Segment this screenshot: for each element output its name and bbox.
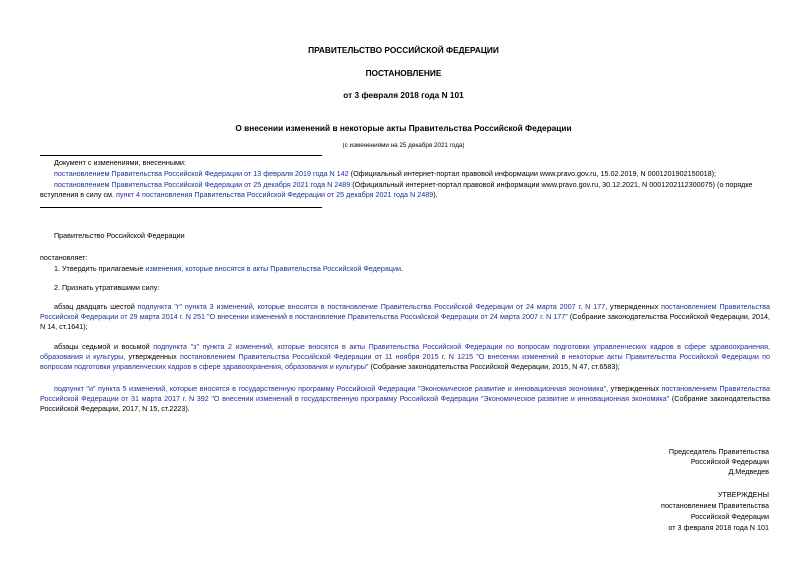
repealed-item-1-link-2[interactable]: постановлением Правительства Российской Федерации от 29 марта 2014 г. N 251 "О внесении изменений в постановление Правительства Российской Федерации от 24 марта 2007 г. N 177" xyxy=(40,302,770,321)
approval-line-3: Российской Федерации xyxy=(690,512,769,522)
document-title: О внесении изменений в некоторые акты Правительства Российской Федерации xyxy=(235,123,572,133)
government-line: Правительство Российской Федерации xyxy=(54,231,185,240)
paragraph-2: 2. Признать утратившими силу: xyxy=(54,283,160,292)
amendment-link-2[interactable]: постановлением Правительства Российской Федерации от 25 декабря 2021 года N 2489 xyxy=(54,180,351,189)
signature-org: Российской Федерации xyxy=(690,456,769,466)
signature-title: Председатель Правительства xyxy=(668,447,769,456)
approval-line-2: постановлением Правительства xyxy=(661,501,769,511)
date-number-heading: от 3 февраля 2018 года N 101 xyxy=(343,90,464,100)
amendment-item-2: постановлением Правительства Российской Федерации от 25 декабря 2021 года N 2489 (Официальный интернет-портал правовой информации www.pravo.gov.ru, 30.12.2021, N 0001202112300075) (о порядке вступления в силу см. пункт 4 постановления Правительства Российской Федерации от 25 декабря 2021 года N 2489). xyxy=(40,180,753,199)
paragraph-1: 1. Утвердить прилагаемые изменения, которые вносятся в акты Правительства Российской Федерации. xyxy=(54,264,403,273)
approval-line-4: от 3 февраля 2018 года N 101 xyxy=(668,523,769,533)
amendments-intro: Документ с изменениями, внесенными: xyxy=(54,158,186,167)
approved-changes-link[interactable]: изменения, которые вносятся в акты Правительства Российской Федерации xyxy=(145,264,401,273)
signature-block xyxy=(669,447,769,477)
doc-type-heading: ПОСТАНОВЛЕНИЕ xyxy=(365,68,442,78)
repealed-item-3-link-1[interactable]: подпункт "и" пункта 5 изменений, которые вносятся в государственную программу Российской Федерации "Экономическое развитие и инновационная экономика" xyxy=(54,384,607,393)
repealed-item-3: подпункт "и" пункта 5 изменений, которые вносятся в государственную программу Российской Федерации "Экономическое развитие и инновационная экономика", утвержденных постановлением Правительства Российской Федерации от 31 марта 2017 г. N 392 "О внесении изменений в государственную программу Российской Федерации "Экономическое развитие и инновационная экономика" (Собрание законодательства Российской Федерации, 2017, N 15, ст.2223). xyxy=(40,384,770,413)
approval-heading: УТВЕРЖДЕНЫ xyxy=(717,490,769,499)
signature-name: Д.Медведев xyxy=(728,466,769,476)
repealed-item-3-link-2[interactable]: постановлением Правительства Российской Федерации от 31 марта 2017 г. N 392 "О внесении изменений в государственную программу Российской Федерации "Экономическое развитие и инновационная экономика" xyxy=(40,384,770,403)
amendment-link-1[interactable]: постановлением Правительства Российской Федерации от 13 февраля 2019 года N 142 xyxy=(54,169,349,178)
resolves-line: постановляет: xyxy=(40,253,88,262)
repealed-item-2: абзацы седьмой и восьмой подпункта "з" пункта 2 изменений, которые вносятся в акты Правительства Российской Федерации по вопросам подготовки управленческих кадров в сфере здравоохранения, образования и культуры, утвержденных постановлением Правительства Российской Федерации от 11 ноября 2015 г. N 1215 "О внесении изменений в некоторые акты Правительства Российской Федерации по вопросам подготовки управленческих кадров в сфере здравоохранения, образования и культуры" (Собрание законодательства Российской Федерации, 2015, N 47, ст.6583); xyxy=(40,342,770,371)
divider-bottom xyxy=(40,207,322,208)
repealed-item-2-link-2[interactable]: постановлением Правительства Российской Федерации от 11 ноября 2015 г. N 1215 "О внесении изменений в некоторые акты Правительства Российской Федерации по вопросам подготовки управленческих кадров в сфере здравоохранения, образования и культуры" xyxy=(40,351,770,371)
approval-block xyxy=(661,489,769,534)
divider-top xyxy=(40,155,322,156)
revision-note: (с изменениями на 25 декабря 2021 года) xyxy=(342,142,465,149)
amendment-link-3[interactable]: пункт 4 постановления Правительства Российской Федерации от 25 декабря 2021 года N 2489 xyxy=(116,189,434,199)
repealed-item-1: абзац двадцать шестой подпункта "г" пункта 3 изменений, которые вносятся в постановление Правительства Российской Федерации от 24 марта 2007 г. N 177, утвержденных постановлением Правительства Российской Федерации от 29 марта 2014 г. N 251 "О внесении изменений в постановление Правительства Российской Федерации от 24 марта 2007 г. N 177" (Собрание законодательства Российской Федерации, 2014, N 14, ст.1641); xyxy=(40,302,771,331)
amendment-item-1: постановлением Правительства Российской Федерации от 13 февраля 2019 года N 142 (Официальный интернет-портал правовой информации www.pravo.gov.ru, 15.02.2019, N 0001201902150018); xyxy=(54,169,716,178)
repealed-item-1-link-1[interactable]: подпункта "г" пункта 3 изменений, которые вносятся в постановление Правительства Российской Федерации от 24 марта 2007 г. N 177 xyxy=(137,302,606,311)
repealed-item-2-link-1[interactable]: подпункта "з" пункта 2 изменений, которые вносятся в акты Правительства Российской Федерации по вопросам подготовки управленческих кадров в сфере здравоохранения, образования и культуры xyxy=(40,342,770,361)
authority-heading: ПРАВИТЕЛЬСТВО РОССИЙСКОЙ ФЕДЕРАЦИИ xyxy=(308,45,499,55)
